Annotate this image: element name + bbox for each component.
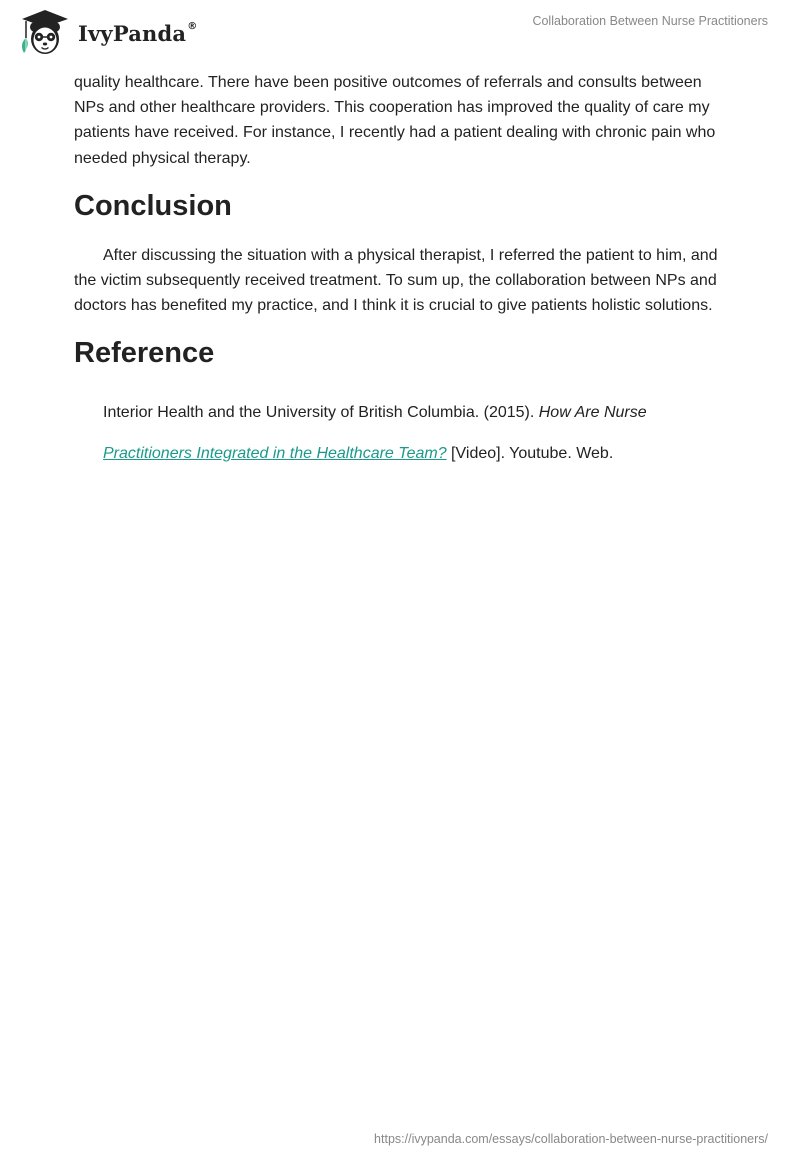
- panda-logo-icon: [14, 8, 76, 58]
- document-title: Collaboration Between Nurse Practitioners: [532, 14, 768, 28]
- ivypanda-logo[interactable]: [14, 8, 197, 58]
- conclusion-paragraph: After discussing the situation with a physical therapist, I referred the patient to him, and the victim subsequently received treatment. To sum up, the collaboration between NPs and doctors has benefited my practice, and I think it is crucial to give patients holistic solutions.: [74, 246, 718, 315]
- logo-wordmark: [78, 21, 197, 46]
- intro-paragraph: quality healthcare. There have been positive outcomes of referrals and consults between NPs and other healthcare providers. This cooperation has improved the quality of care my patients have received. For instance, I recently had a patient dealing with chronic pain who needed physical therapy.: [74, 74, 716, 167]
- reference-authors: Interior Health and the University of British Columbia. (2015).: [103, 404, 539, 422]
- reference-entry: [74, 392, 734, 474]
- conclusion-heading: Conclusion: [74, 189, 232, 222]
- essay-content: [74, 70, 734, 474]
- reference-title: How Are Nurse: [538, 404, 647, 422]
- reference-video-link[interactable]: Practitioners Integrated in the Healthcare Team?: [103, 445, 447, 463]
- footer-url[interactable]: https://ivypanda.com/essays/collaboration-between-nurse-practitioners/: [374, 1132, 768, 1146]
- page-header: [0, 0, 800, 70]
- logo-text: IvyPanda: [78, 20, 187, 46]
- reference-heading: Reference: [74, 337, 215, 370]
- reference-suffix: [Video]. Youtube. Web.: [446, 445, 614, 463]
- registered-mark: ®: [187, 20, 198, 32]
